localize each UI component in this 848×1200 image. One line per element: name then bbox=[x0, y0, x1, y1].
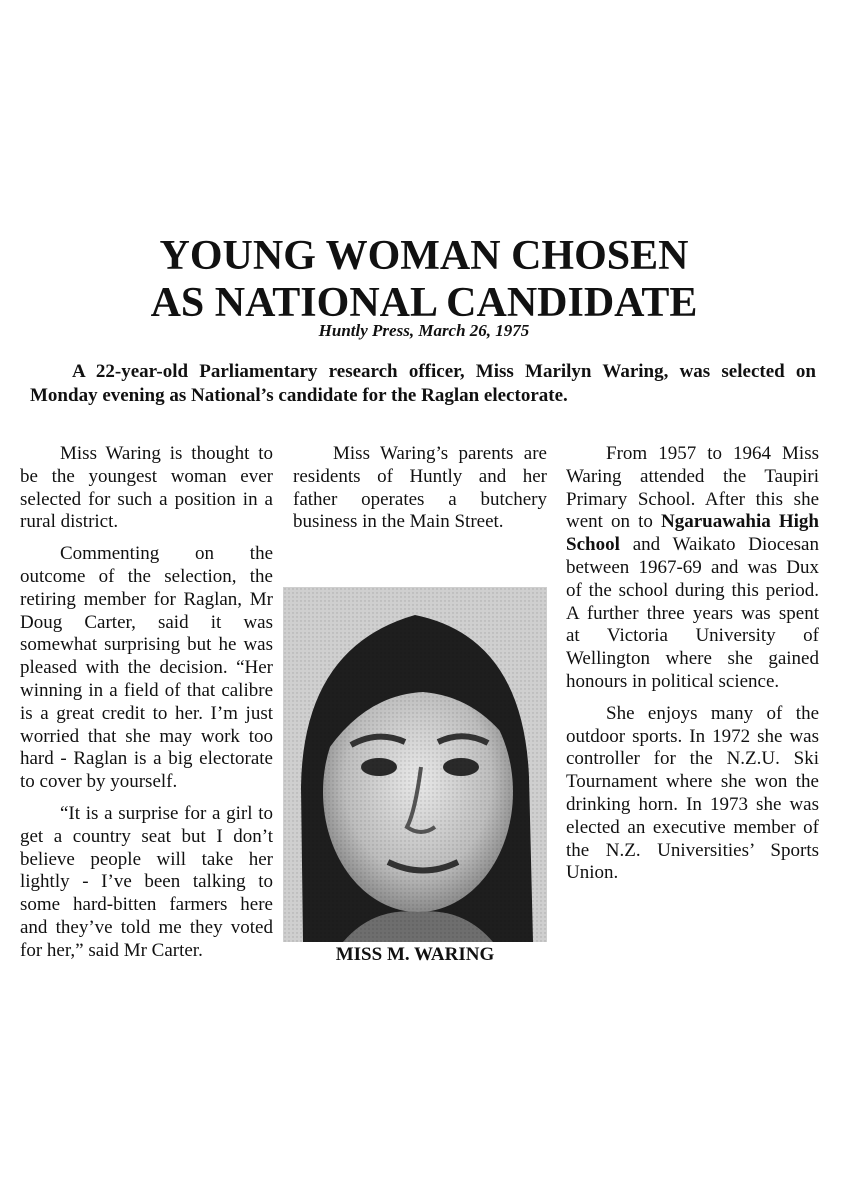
column-3-paragraph-1-end: and Waikato Diocesan between 1967-69 and was Dux of the school during this period. A further three years was spent at Victoria University of Wellington where she gained honours in political science. bbox=[566, 534, 819, 692]
portrait-photo bbox=[283, 587, 547, 942]
column-3-paragraph-2: She enjoys many of the outdoor sports. In 1972 she was controller for the N.Z.U. Ski Tournament where she won the drinking horn. In 1973 she was elected an executive member of the N.Z. Universities’ Sports Union. bbox=[566, 702, 819, 884]
article-column-3 bbox=[566, 443, 819, 894]
column-2-paragraph-1: Miss Waring’s parents are residents of Huntly and her father operates a butchery business in the Main Street. bbox=[293, 443, 547, 533]
lede-paragraph: A 22-year-old Parliamentary research officer, Miss Marilyn Waring, was selected on Monday evening as National’s candidate for the Raglan electorate. bbox=[30, 361, 816, 406]
column-3-paragraph-1-start: From 1957 to 1964 Miss Waring attended the Taupiri Primary School. After this she went on to bbox=[566, 443, 819, 533]
headline-line-1: YOUNG WOMAN CHOSEN bbox=[159, 233, 689, 279]
article-column-1 bbox=[20, 443, 273, 972]
school-name-bold: Ngaruawahia High School bbox=[566, 511, 819, 556]
column-1-paragraph-3: “It is a surprise for a girl to get a country seat but I don’t believe people will take her lightly - I’ve been talking to some hard-bitten farmers here and they’ve told me they voted for her,” said Mr Carter. bbox=[20, 802, 273, 961]
photo-caption: MISS M. WARING bbox=[335, 944, 495, 965]
column-1-paragraph-2: Commenting on the outcome of the selection, the retiring member for Raglan, Mr Doug Carter, said it was somewhat surprising but he was pleased with the decision. “Her winning in a field of that calibre is a great credit to her. I’m just worried that she may work too hard - Raglan is a big electorate to cover by yourself. bbox=[20, 543, 273, 793]
column-1-paragraph-1: Miss Waring is thought to be the youngest woman ever selected for such a position in a rural district. bbox=[20, 443, 273, 533]
portrait-image bbox=[283, 587, 547, 942]
article-column-2 bbox=[293, 443, 547, 543]
source-line: Huntly Press, March 26, 1975 bbox=[318, 321, 530, 340]
column-3-paragraph-1 bbox=[566, 443, 819, 694]
headline-line-2: AS NATIONAL CANDIDATE bbox=[150, 280, 698, 326]
